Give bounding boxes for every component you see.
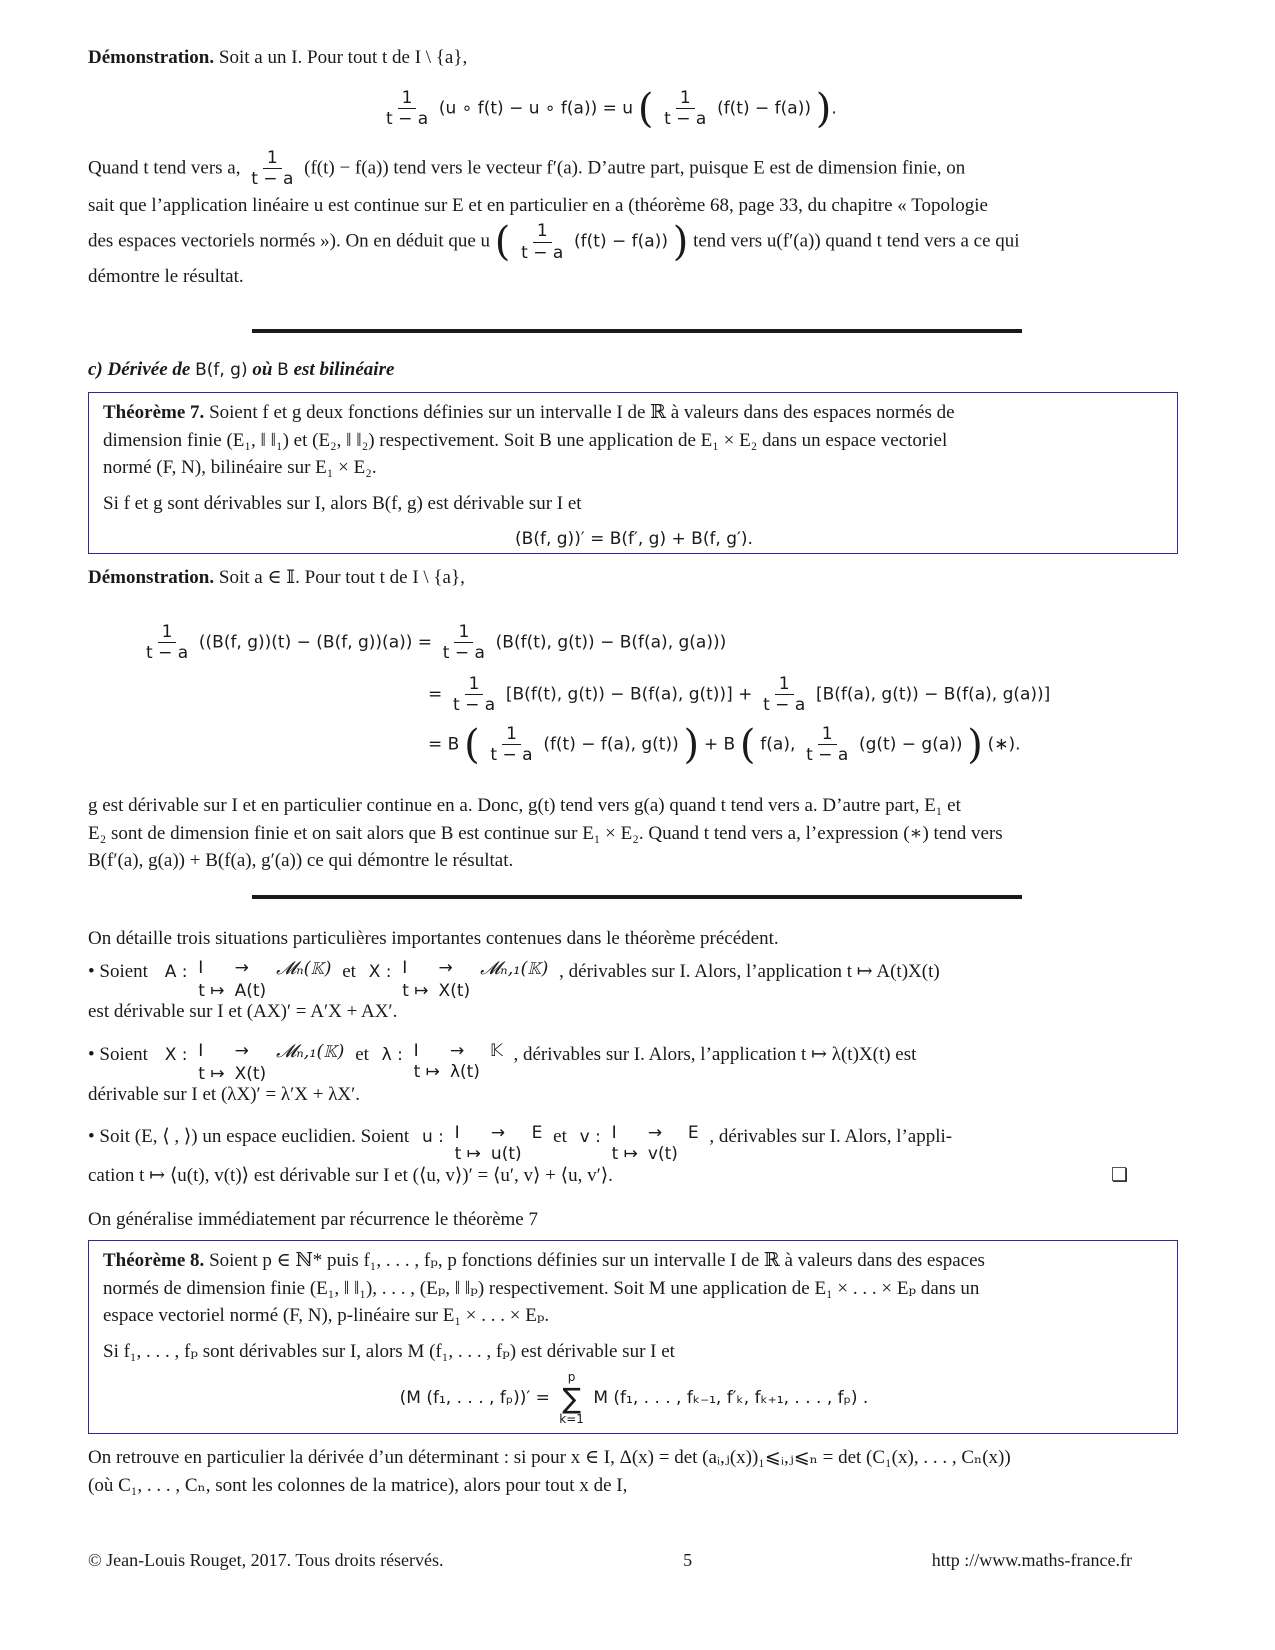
section-divider bbox=[252, 329, 1022, 333]
fraction: $\frac{1}{t - a}$ bbox=[490, 724, 533, 766]
footer-url[interactable]: http ://www.maths-france.fr bbox=[931, 1550, 1132, 1570]
fraction: $\frac{1}{t - a}$ bbox=[806, 724, 849, 766]
footer-page-number: 5 bbox=[683, 1550, 693, 1570]
generalise-line: On généralise immédiatement par récurrence le théorème 7 bbox=[88, 1209, 538, 1230]
bullet-1: • Soient A : I → 𝓜ₙ(𝕂) t ↦ A(t) et X : I → 𝓜ₙ,₁(𝕂) t ↦ X(t) , dérivables sur I. Alors, l’application t ↦ A(t)X(t) est dérivable sur I et (AX)′ = A′X + AX′. bbox=[88, 958, 940, 1022]
qed-square-icon: ❏ bbox=[1110, 1164, 1128, 1186]
demo1-intro-text: Soit a un I. Pour tout t de I \ {a}, bbox=[218, 47, 468, 68]
mapping: I → E t ↦ v(t) bbox=[611, 1123, 699, 1165]
theorem-8-title: Théorème 8. bbox=[103, 1250, 205, 1271]
fraction: $\frac{1}{t - a}$ bbox=[763, 674, 806, 716]
mapping: I → 𝓜ₙ,₁(𝕂) t ↦ X(t) bbox=[198, 1041, 345, 1084]
demo2-equation-row-1: $\frac{1}{t - a}$ ((B(f, g))(t) − (B(f, g))(a)) = $\frac{1}{t - a}$ (B(f(t), g(t)) − B(f(a), g(a))) bbox=[140, 622, 726, 664]
bullet-2: • Soient X : I → 𝓜ₙ,₁(𝕂) t ↦ X(t) et λ : I → 𝕂 t ↦ λ(t) , dérivables sur I. Alors, l’application t ↦ λ(t)X(t) est dérivable sur I et (λX)′ = λ′X + λX′. bbox=[88, 1041, 917, 1105]
theorem-7-formula: (B(f, g))′ = B(f′, g) + B(f, g′). bbox=[515, 529, 753, 550]
fraction: $\frac{1}{t - a}$ bbox=[521, 221, 564, 263]
demo2-equation-row-2: = $\frac{1}{t - a}$ [B(f(t), g(t)) − B(f(a), g(t))] + $\frac{1}{t - a}$ [B(f(a), g(t)) − B(f(a), g(a))] bbox=[428, 674, 1051, 716]
footer-copyright: © Jean-Louis Rouget, 2017. Tous droits réservés. bbox=[88, 1550, 444, 1570]
determinant-paragraph: On retrouve en particulier la dérivée d’un déterminant : si pour x ∈ I, Δ(x) = det (aᵢ,ⱼ(x))₁⩽ᵢ,ⱼ⩽ₙ = det (C₁(x), . . . , Cₙ(x)) (où C₁, . . . , Cₙ, sont les colonnes de la matrice), alors pour tout x de I, bbox=[88, 1447, 1011, 1496]
fraction: $\frac{1}{t - a}$ bbox=[453, 674, 496, 716]
theorem-8-box: Théorème 8. Soient p ∈ ℕ* puis f₁, . . . , fₚ, p fonctions définies sur un intervalle I de ℝ à valeurs dans des espaces normés de dimension finie (E₁, ‖ ‖₁), . . . , (Eₚ, ‖ ‖ₚ) respectivement. Soit M une application de E₁ × . . . × Eₚ dans un espace vectoriel normé (F, N), p-linéaire sur E₁ × . . . × Eₚ. Si f₁, . . . , fₚ sont dérivables sur I, alors M (f₁, . . . , fₚ) est dérivable sur I et (M (f₁, . . . , fₚ))′ = p ∑ k=1 M (f₁, . . . , fₖ₋₁, f′ₖ, fₖ₊₁, . . . , fₚ) . bbox=[88, 1240, 1178, 1434]
demo1-heading: Démonstration. bbox=[88, 47, 215, 68]
sum-operator: p ∑ k=1 bbox=[559, 1370, 584, 1427]
mapping: I → 𝓜ₙ(𝕂) t ↦ A(t) bbox=[198, 958, 332, 1001]
situations-intro: On détaille trois situations particulières importantes contenues dans le théorème précédent. bbox=[88, 928, 779, 949]
section-divider bbox=[252, 895, 1022, 899]
demo1-intro bbox=[88, 44, 1188, 72]
demo2-paragraph: g est dérivable sur I et en particulier continue en a. Donc, g(t) tend vers g(a) quand t tend vers a. D’autre part, E₁ et E₂ sont de dimension finie et on sait alors que B est continue sur E₁ × E₂. Quand t tend vers a, l’expression (∗) tend vers B(f′(a), g(a)) + B(f(a), g′(a)) ce qui démontre le résultat. bbox=[88, 795, 1003, 872]
page-footer bbox=[88, 1547, 1132, 1573]
fraction: $\frac{1}{t - a}$ bbox=[664, 88, 707, 130]
theorem-7-title: Théorème 7. bbox=[103, 402, 205, 423]
fraction: $\frac{1}{t - a}$ bbox=[386, 88, 429, 130]
demo1-equation: $\frac{1}{t - a}$ (u ∘ f(t) − u ∘ f(a)) = u ( $\frac{1}{t - a}$ (f(t) − f(a)) ). bbox=[380, 88, 837, 130]
fraction: $\frac{1}{t - a}$ bbox=[251, 148, 294, 190]
bullet-3: • Soit (E, ⟨ , ⟩) un espace euclidien. Soient u : I → E t ↦ u(t) et v : I → E t ↦ v(t) , dérivables sur I. Alors, l’appli- cation t ↦ ⟨u(t), v(t)⟩ est dérivable sur I et (⟨u, v⟩)′ = ⟨u′, v⟩ + ⟨u, v′⟩. ❏ bbox=[88, 1123, 1188, 1189]
demo2-heading: Démonstration. bbox=[88, 567, 215, 588]
fraction: $\frac{1}{t - a}$ bbox=[442, 622, 485, 664]
section-c-heading: c) Dérivée de B(f, g) où B est bilinéaire bbox=[88, 359, 395, 380]
demo2-intro: Démonstration. Soit a ∈ 𝕀. Pour tout t de I \ {a}, bbox=[88, 567, 465, 588]
demo2-equation-row-3: = B ( $\frac{1}{t - a}$ (f(t) − f(a), g(t)) ) + B ( f(a), $\frac{1}{t - a}$ (g(t) − g(a)) ) (∗). bbox=[428, 721, 1021, 768]
demo1-paragraph: Quand t tend vers a, $\frac{1}{t - a}$ (f(t) − f(a)) tend vers le vecteur f′(a). D’autre part, puisque E est de dimension finie, on sait que l’application linéaire u est continue sur E et en particulier en a (théorème 68, page 33, du chapitre « Topologie des espaces vectoriels normés »). On en déduit que u ( $\frac{1}{t - a}$ (f(t) − f(a)) ) tend vers u(f′(a)) quand t tend vers a ce qui démontre le résultat. bbox=[88, 148, 1020, 288]
fraction: $\frac{1}{t - a}$ bbox=[146, 622, 189, 664]
mapping: I → E t ↦ u(t) bbox=[454, 1123, 543, 1165]
theorem-7-box: Théorème 7. Soient f et g deux fonctions définies sur un intervalle I de ℝ à valeurs dans des espaces normés de dimension finie (E₁, ‖ ‖₁) et (E₂, ‖ ‖₂) respectivement. Soit B une application de E₁ × E₂ dans un espace vectoriel normé (F, N), bilinéaire sur E₁ × E₂. Si f et g sont dérivables sur I, alors B(f, g) est dérivable sur I et (B(f, g))′ = B(f′, g) + B(f, g′). bbox=[88, 392, 1178, 554]
theorem-8-formula: (M (f₁, . . . , fₚ))′ = p ∑ k=1 M (f₁, . . . , fₖ₋₁, f′ₖ, fₖ₊₁, . . . , fₚ) . bbox=[399, 1370, 869, 1427]
mapping: I → 𝕂 t ↦ λ(t) bbox=[413, 1041, 503, 1083]
mapping: I → 𝓜ₙ,₁(𝕂) t ↦ X(t) bbox=[402, 958, 549, 1001]
